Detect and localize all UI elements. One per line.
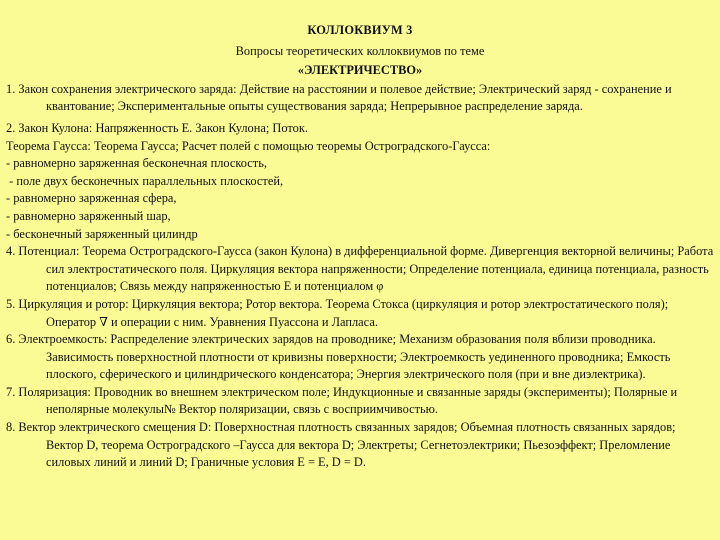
question-6: 6. Электроемкость: Распределение электрических зарядов на проводнике; Механизм образования поля вблизи проводника. Зависимость поверхностной плотности от кривизны поверхности; Электроемкость уединенного проводника; Емкость плоского, сферического и цилиндрического конденсатора; Энергия электрического поля (при и вне диэлектрика). bbox=[6, 332, 671, 382]
question-2: 2. Закон Кулона: Напряженность Е. Закон Кулона; Поток. bbox=[6, 120, 308, 135]
question-5: 5. Циркуляция и ротор: Циркуляция вектора; Ротор вектора. Теорема Стокса (циркуляция и ротор электростатического поля); Оператор ∇ и операции с ним. Уравнения Пуассона и Лапласа. bbox=[6, 296, 669, 329]
list-item: - равномерно заряженный шар, bbox=[6, 208, 171, 223]
document-title: КОЛЛОКВИУМ 3 bbox=[307, 23, 413, 37]
list-item: - поле двух бесконечных параллельных плоскостей, bbox=[6, 173, 284, 188]
question-7: 7. Поляризация: Проводник во внешнем электрическом поле; Индукционные и связанные заряды (эксперименты); Полярные и неполярные молекулы№ Вектор поляризации, связь с восприимчивостью. bbox=[6, 384, 678, 417]
question-8: 8. Вектор электрического смещения D: Поверхностная плотность связанных зарядов; Объемная плотность связанных зарядов; Вектор D, теорема Остроградского –Гаусса для вектора D; Электреты; Сегнетоэлектрики; Пьезоэффект; Преломление силовых линий и линий D; Граничные условия E = E, D = D. bbox=[6, 420, 676, 470]
list-item: - равномерно заряженная бесконечная плоскость, bbox=[6, 156, 267, 171]
document-subtitle: Вопросы теоретических коллоквиумов по теме bbox=[235, 43, 485, 58]
question-4: 4. Потенциал: Теорема Остроградского-Гаусса (закон Кулона) в дифференциальной форме. Дивергенция векторной величины; Работа сил электростатического поля. Циркуляция вектора напряженности; Определение потенциала, единица потенциала, разность потенциалов; Связь между напряженностью E и потенциалом φ bbox=[6, 244, 714, 294]
list-item: - равномерно заряженная сфера, bbox=[6, 191, 177, 206]
gauss-theorem-line: Теорема Гаусса: Теорема Гаусса; Расчет полей с помощью теоремы Остроградского-Гаусса: bbox=[6, 138, 491, 153]
list-item: - бесконечный заряженный цилиндр bbox=[6, 226, 198, 241]
document-topic: «ЭЛЕКТРИЧЕСТВО» bbox=[297, 63, 423, 78]
question-1: 1. Закон сохранения электрического заряда: Действие на расстоянии и полевое действие; Электрический заряд - сохранение и квантование; Экспериментальные опыты существования заряда; Непрерывное распределение заряда. bbox=[6, 81, 672, 114]
